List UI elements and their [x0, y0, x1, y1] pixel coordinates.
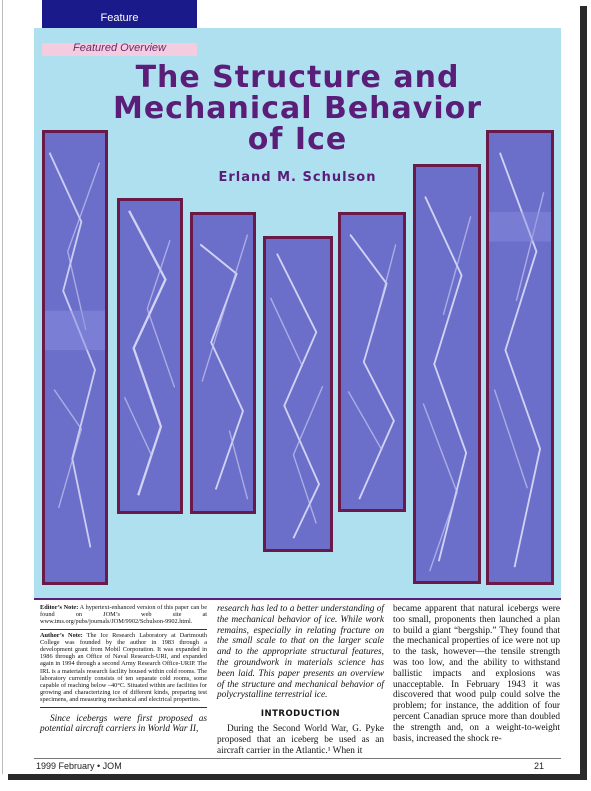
editors-note-text: A hypertext-enhanced version of this paper can be found on JOM’s web site at www.tms.org/pubs/journals/JOM/9902/Schulson-9902.html.	[40, 604, 207, 626]
section-label: Featured Overview	[73, 42, 166, 54]
page-shadow-right	[580, 6, 587, 776]
ice-micrograph-strip	[413, 164, 481, 584]
page-shadow-bottom	[8, 774, 587, 780]
introduction-text: During the Second World War, G. Pyke proposed that an iceberg be used as an aircraft carrier in the Atlantic.¹ When it	[217, 724, 384, 756]
body-text: became apparent that natural icebergs were too small, proponents then launched a plan to build a giant “bergship.” They found that the mechanical properties of ice were not up to the task, however—the tensile strength was too low, and the ability to withstand ballistic impacts and explosions was unacceptable. In February 1943 it was discovered that wood pulp could solve the problem; for instance, the addition of four percent Canadian spruce more than doubled the strength and, on a weight-to-weight basis, increased the shock re-	[393, 604, 560, 744]
ice-micrograph-strip	[338, 212, 406, 512]
footer-rule	[34, 758, 561, 759]
editors-note-label: Editor’s Note:	[40, 604, 79, 611]
title-line-1: The Structure and	[135, 60, 460, 95]
note-divider	[40, 629, 207, 630]
editors-note	[40, 604, 207, 626]
feature-label: Feature	[100, 12, 139, 24]
authors-note-label: Author’s Note:	[40, 631, 83, 639]
lead-in-text: Since icebergs were first proposed as potential aircraft carriers in World War II,	[40, 713, 207, 735]
abstract-column	[217, 604, 384, 757]
page-number: 21	[534, 761, 545, 771]
article-title	[60, 62, 535, 155]
ice-micrograph-strip	[190, 212, 256, 514]
footer-issue: 1999 February • JOM	[36, 761, 122, 771]
abstract-text: research has led to a better understanding of the mechanical behavior of ice. While work remains, especially in relating fracture on the small scale to that on the larger scale and to the appropriate structural features, the groundwork in materials science has been laid. This paper presents an overview of the structure and mechanical behavior of polycrystalline terrestrial ice.	[217, 604, 384, 701]
sidebar-column	[40, 604, 207, 735]
introduction-heading: INTRODUCTION	[260, 709, 341, 720]
authors-note	[40, 632, 207, 704]
title-line-2: Mechanical Behavior	[112, 91, 483, 126]
note-divider	[40, 707, 207, 708]
body-column	[393, 604, 560, 744]
ice-micrograph-strip	[117, 198, 183, 514]
ice-micrograph-strip	[42, 130, 108, 585]
section-rule	[34, 598, 561, 600]
title-line-3: of Ice	[247, 122, 348, 157]
ice-micrograph-strip	[486, 130, 554, 585]
ice-micrograph-strip	[263, 236, 333, 552]
authors-note-text: The Ice Research Laboratory at Dartmouth College was founded by the author in 1983 through a development grant from Mobil Corporation. It was expanded in 1986 through an Office of Naval Research-URI, and expanded again in 1994 through a second Army Research Office-URIP. The IRL is a materials research facility housed within cold rooms. The laboratory currently consists of ten separate cold rooms, some capable of reaching below –40°C. Situated within are facilities for growing and characterizing ice of different kinds, preparing test specimens, and measuring mechanical and electrical properties.	[40, 631, 208, 704]
article-author: Erland M. Schulson	[218, 170, 377, 185]
